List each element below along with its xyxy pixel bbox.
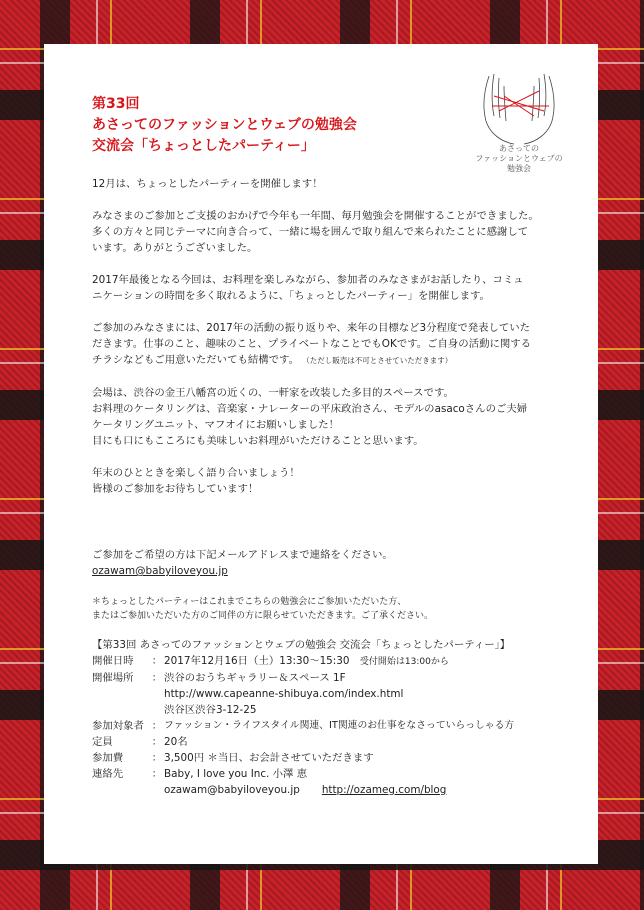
- text-line: 皆様のご参加をお待ちしています！: [92, 483, 259, 495]
- text-line: 目にも口にもこころにも美味しいお料理がいただけることと思います。: [92, 435, 424, 447]
- text-line: 年末のひとときを楽しく語り合いましょう！: [92, 467, 300, 479]
- paragraph-intro: [92, 176, 572, 192]
- text-line: ケータリングユニット、マフオイにお願いしました！: [92, 419, 339, 431]
- logo-line-2: ファッションとウェブの: [475, 154, 563, 163]
- reception-note: 受付開始は13:00から: [359, 657, 449, 667]
- row-value: 渋谷のおうちギャラリー＆スペース 1F: [164, 672, 346, 684]
- table-row: [92, 734, 514, 750]
- row-value: Baby, I love you Inc. 小澤 恵: [164, 768, 308, 780]
- row-key: [92, 782, 150, 798]
- row-key: 開催日時: [92, 655, 134, 667]
- text-line: ニケーションの時間を多く取れるように、「ちょっとしたパーティー」を開催します。: [92, 290, 490, 302]
- text-line: 12月は、ちょっとしたパーティーを開催します！: [92, 178, 323, 190]
- table-row: [92, 686, 514, 702]
- row-colon: [150, 782, 164, 798]
- event-heading: 【第33回 あさってのファッションとウェブの勉強会 交流会「ちょっとしたパーティー」】: [92, 639, 511, 651]
- paragraph-thanks: [92, 208, 572, 256]
- table-row: [92, 670, 514, 686]
- blog-link[interactable]: http://ozameg.com/blog: [321, 784, 447, 796]
- logo-line-3: 勉強会: [507, 164, 531, 173]
- attendance-note: [92, 595, 572, 623]
- row-key: 開催場所: [92, 672, 134, 684]
- text-line: ご参加のみなさまには、2017年の活動の振り返りや、来年の目標など3分程度で発表していた: [92, 322, 531, 334]
- table-row: [92, 718, 514, 734]
- contact-intro: ご参加をご希望の方は下記メールアドレスまで連絡をください。: [92, 549, 393, 561]
- row-colon: ：: [151, 768, 163, 780]
- row-colon: ：: [151, 752, 163, 764]
- flyer-sheet: [44, 44, 598, 864]
- table-row: [92, 750, 514, 766]
- row-value: 3,500円 ＊当日、お会計させていただきます: [164, 752, 374, 764]
- row-key: 参加対象者: [92, 720, 144, 732]
- table-row: [92, 702, 514, 718]
- hands-string-icon: [464, 66, 574, 146]
- row-colon: [150, 702, 164, 718]
- date-value: 2017年12月16日（土）13:30〜15:30: [164, 655, 350, 667]
- contact-email-link[interactable]: ozawam@babyiloveyou.jp: [92, 565, 228, 577]
- row-colon: ：: [151, 736, 163, 748]
- small-note: （ただし販売は不可とさせていただきます）: [302, 356, 453, 365]
- text-line: います。ありがとうございました。: [92, 242, 258, 254]
- title-line-2: あさってのファッションとウェブの勉強会: [92, 117, 357, 133]
- text-line: またはご参加いただいた方のご同伴の方に限らせていただきます。ご了承ください。: [92, 611, 434, 621]
- text-line: 多くの方々と同じテーマに向き合って、一緒に場を囲んで取り組んで来られたことに感謝して: [92, 226, 529, 238]
- row-key: 定員: [92, 736, 113, 748]
- table-row: [92, 782, 514, 798]
- row-colon: ：: [151, 655, 163, 667]
- row-value: [164, 782, 514, 798]
- logo-line-1: あさっての: [499, 144, 539, 153]
- title-line-1: 第33回: [92, 96, 140, 112]
- venue-url-link[interactable]: http://www.capeanne-shibuya.com/index.html: [164, 688, 404, 700]
- text-line: みなさまのご参加とご支援のおかげで今年も一年間、毎月勉強会を開催することができました。: [92, 210, 539, 222]
- text-line: チラシなどもご用意いただいても結構です。: [92, 354, 299, 366]
- text-line: お料理のケータリングは、音楽家・ナレーターの平床政治さん、モデルのasacoさんのご夫婦: [92, 403, 528, 415]
- text-line: ＊ちょっとしたパーティーはこれまでこちらの勉強会にご参加いただいた方、: [92, 597, 407, 607]
- row-value: 20名: [164, 736, 188, 748]
- logo-caption: [464, 144, 574, 174]
- contact-block: [92, 547, 572, 579]
- row-key: 参加費: [92, 752, 124, 764]
- logo: [464, 66, 574, 186]
- row-key: 連絡先: [92, 768, 124, 780]
- row-value: [164, 653, 514, 670]
- flyer-body: [92, 176, 572, 798]
- row-colon: [150, 686, 164, 702]
- event-info-table: [92, 653, 514, 798]
- row-colon: ：: [151, 720, 163, 732]
- row-value: ファッション・ライフスタイル関連、IT関連のお仕事をなさっていらっしゃる方: [164, 720, 515, 731]
- text-line: 2017年最後となる今回は、お料理を楽しみながら、参加者のみなさまがお話したり、コミュ: [92, 274, 524, 286]
- table-row: [92, 766, 514, 782]
- row-colon: ：: [151, 672, 163, 684]
- table-row: [92, 653, 514, 670]
- flyer-title: [92, 94, 357, 157]
- paragraph-party: [92, 272, 572, 304]
- paragraph-venue: [92, 385, 572, 449]
- text-line: 会場は、渋谷の金王八幡宮の近くの、一軒家を改装した多目的スペースです。: [92, 387, 454, 399]
- row-value: 渋谷区渋谷3-12-25: [164, 704, 257, 716]
- paragraph-closing: [92, 465, 572, 497]
- row-key: [92, 686, 150, 702]
- row-key: [92, 702, 150, 718]
- text-line: だきます。仕事のこと、趣味のこと、プライベートなことでもOKです。ご自身の活動に関する: [92, 338, 532, 350]
- title-line-3: 交流会「ちょっとしたパーティー」: [92, 138, 315, 154]
- paragraph-presentation: [92, 320, 572, 369]
- contact-email-link[interactable]: ozawam@babyiloveyou.jp: [164, 784, 300, 796]
